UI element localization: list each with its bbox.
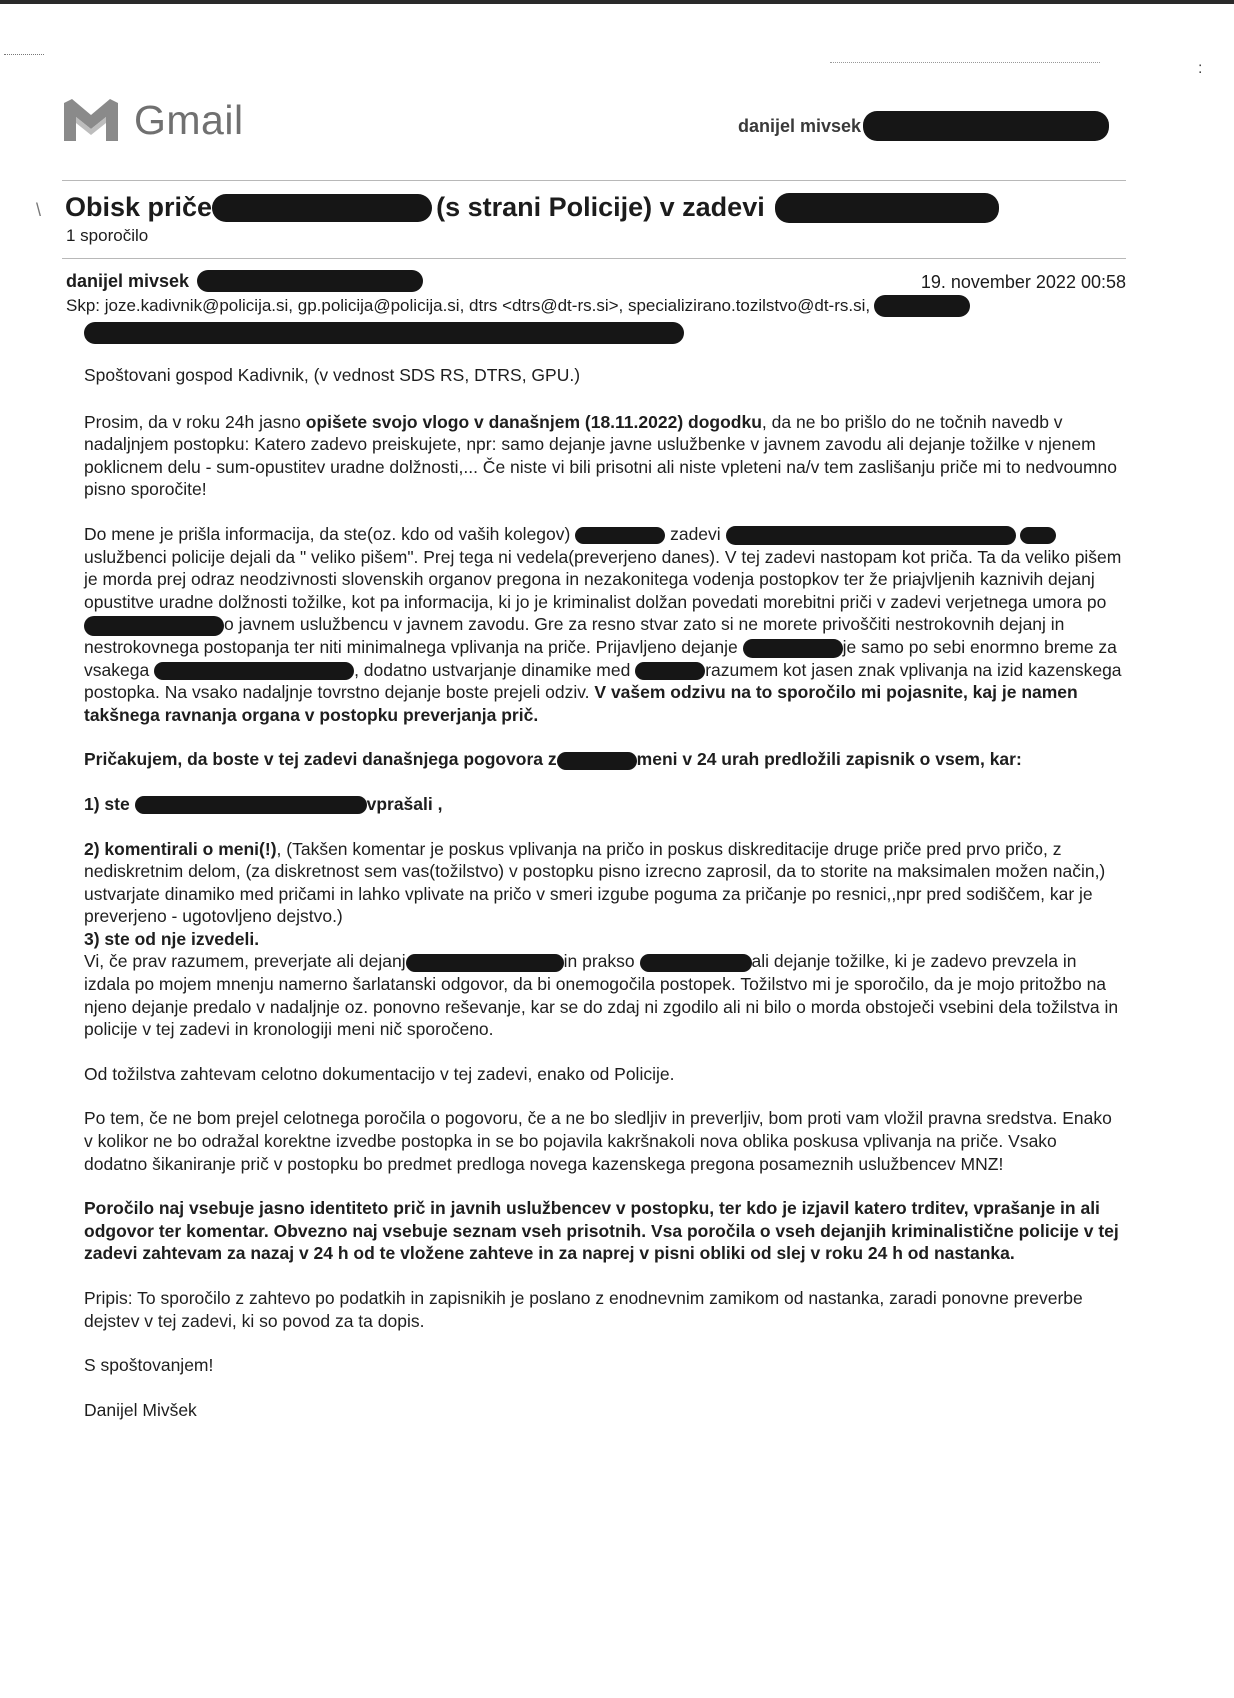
sender bbox=[66, 270, 423, 292]
email-body bbox=[84, 364, 1124, 1443]
bold-text: 1) ste bbox=[84, 793, 130, 814]
scan-artifact bbox=[4, 44, 44, 55]
bold-text: vprašali , bbox=[366, 793, 443, 814]
paragraph: Poročilo naj vsebuje jasno identiteto prič in javnih uslužbencev v postopku, ter kdo je izjavil katero trditev, vprašanje in ali odgovor ter komentar. Obvezno naj vsebuje seznam vseh prisotnih. Vsa poročila o vseh dejanjih kriminalistične policije v tej zadevi zahtevam za nazaj v 24 h od te vložene zahteve in za naprej v pisni obliki od slej v roku 24 h od nastanka. bbox=[84, 1198, 1119, 1264]
redaction bbox=[874, 295, 970, 317]
email-subject bbox=[65, 192, 999, 223]
text: zadevi bbox=[670, 523, 721, 544]
salutation: Spoštovani gospod Kadivnik, (v vednost SDS RS, DTRS, GPU.) bbox=[84, 365, 581, 385]
redaction bbox=[640, 954, 752, 972]
paragraph bbox=[84, 748, 1124, 771]
redaction bbox=[135, 796, 367, 814]
bold-text: Pričakujem, da boste v tej zadevi današnjega pogovora z bbox=[84, 749, 557, 770]
text: Prosim, da v roku 24h jasno bbox=[84, 411, 306, 432]
list-item bbox=[84, 838, 1124, 928]
scan-artifact: : bbox=[1198, 60, 1203, 77]
recipients-line bbox=[66, 295, 970, 317]
list-item bbox=[84, 793, 1124, 816]
text: Do mene je prišla informacija, da ste(oz. kdo od vaših kolegov) bbox=[84, 523, 571, 544]
account-name: danijel mivsek bbox=[738, 115, 862, 136]
message-date: 19. november 2022 00:58 bbox=[920, 272, 1126, 292]
scan-artifact bbox=[830, 62, 1100, 63]
gmail-m-icon bbox=[62, 97, 120, 143]
redaction bbox=[743, 639, 843, 658]
text: o javnem uslužbencu v javnem zavodu. Gre za resno stvar zato si ne morete privoščiti nestrokovnih dejanj in nestrokovnega postopanja ter niti minimalnega vplivanja na priče. Prijavljeno dejanje bbox=[84, 614, 1065, 657]
message-count: 1 sporočilo bbox=[66, 226, 149, 245]
sender-name: danijel mivsek bbox=[66, 270, 190, 291]
redaction bbox=[1020, 527, 1056, 544]
gmail-wordmark: Gmail bbox=[134, 96, 244, 143]
paragraph: Pripis: To sporočilo z zahtevo po podatkih in zapisnikih je poslano z enodnevnim zamikom od nastanka, zaradi ponovne preverbe dejstev v tej zadevi, ki so povod za ta dopis. bbox=[84, 1288, 1083, 1331]
redaction bbox=[212, 194, 432, 222]
paragraph bbox=[84, 950, 1124, 1040]
account-info bbox=[738, 112, 1109, 140]
redaction bbox=[154, 662, 354, 680]
recipients-line bbox=[84, 322, 684, 344]
redaction bbox=[197, 270, 423, 292]
list-item: 3) ste od nje izvedeli. bbox=[84, 928, 260, 949]
text: uslužbenci policije dejali da " veliko pišem". Prej tega ni vedela(preverjeno danes). V tej zadevi nastopam kot priča. Ta da veliko pišem je morda prej odraz neodzivnosti slovenskih organov pregona in nezakonitega vodenja postopkov ter že priajvljenih kaznivih dejanj opustitve uradne dolžnosti tožilke, kot pa informacija, ki jo je kriminalist dolžan povedati morebitni priči v zadevi verjetnega umora po bbox=[84, 546, 1122, 612]
signature: Danijel Mivšek bbox=[84, 1399, 197, 1420]
text: in prakso bbox=[563, 951, 635, 972]
text: razumem kot jasen znak vplivanja na izid kazenskega postopka. Na vsako nadaljnje tovrstno dejanje boste prejeli odziv. bbox=[84, 659, 1122, 703]
recipients-text: Skp: joze.kadivnik@policija.si, gp.policija@policija.si, dtrs <dtrs@dt-rs.si>, specializirano.tozilstvo@dt-rs.si, bbox=[66, 296, 871, 315]
text: Vi, če prav razumem, preverjate ali dejanj bbox=[84, 951, 406, 972]
paragraph: Od tožilstva zahtevam celotno dokumentacijo v tej zadevi, enako od Policije. bbox=[84, 1063, 675, 1084]
redaction bbox=[84, 616, 224, 636]
text: , da ne bo prišlo do ne točnih navedb v nadaljnjem postopku: Katero zadevo preiskujete, npr: samo dejanje javne uslužbenke v javnem zavodu ali dejanje tožilke v njenem poklicnem delu - sum-opustitev uradne dolžnosti,... Če niste vi bili prisotni ali niste vpleteni na/v tem zaslišanju priče mi to nedvoumno pisno sporočite! bbox=[84, 411, 1117, 500]
subject-text: (s strani Policije) v zadevi bbox=[436, 192, 765, 222]
redaction bbox=[863, 111, 1109, 141]
divider bbox=[62, 180, 1126, 181]
paragraph bbox=[84, 411, 1124, 501]
bold-text: meni v 24 urah predložili zapisnik o vsem, kar: bbox=[636, 749, 1022, 770]
bold-text: opišete svojo vlogo v današnjem (18.11.2022) dogodku bbox=[305, 411, 762, 432]
redaction bbox=[406, 954, 564, 972]
text: , dodatno ustvarjanje dinamike med bbox=[354, 659, 631, 680]
bold-text: 2) komentirali o meni(!) bbox=[84, 838, 277, 859]
divider bbox=[62, 258, 1126, 259]
subject-text: Obisk priče bbox=[65, 192, 213, 222]
redaction bbox=[635, 662, 705, 680]
text: , (Takšen komentar je poskus vplivanja na pričo in poskus diskreditacije druge priče pred prvo pričo, z nediskretnim delom, (za diskretnost sem vas(tožilstvo) v postopku pisno izrecno zaprosil, da to storite na maksimalen možen način,) ustvarjate dinamiko med pričami in lahko vplivate na pričo v smeri izgube poguma za pričanje po resnici,,npr pred sodiščem, kar je preverjeno - ugotovljeno dejstvo.) bbox=[84, 838, 1106, 927]
redaction bbox=[726, 526, 1016, 545]
bold-text: V vašem odzivu na to sporočilo mi pojasnite, kaj je namen takšnega ravnanja organa v postopku preverjanja prič. bbox=[84, 682, 1078, 725]
paragraph: Po tem, če ne bom prejel celotnega poročila o pogovoru, če a ne bo sledljiv in preverljiv, bom proti vam vložil pravna sredstva. Enako v kolikor ne bo odražal korektne izvedbe postopka in se bo pojavila kakršnakoli nova oblika poskusa vplivanja na priče. Vsako dodatno šikaniranje prič v postopku bo predmet predloga novega kazenskega pregona posameznih uslužbencev MNZ! bbox=[84, 1108, 1112, 1174]
paragraph bbox=[84, 523, 1124, 726]
closing: S spoštovanjem! bbox=[84, 1355, 214, 1376]
redaction bbox=[575, 527, 665, 544]
redaction bbox=[84, 322, 684, 344]
redaction bbox=[775, 193, 999, 223]
gmail-logo bbox=[62, 97, 244, 143]
text: ali dejanje tožilke, ki je zadevo prevzela in izdala po mojem mnenju namerno šarlatanski odgovor, da bi onemogočila postopek. Tožilstvo mi je sporočilo, da je mojo pritožbo na njeno dejanje predalo v nadaljnje oz. ponovno reševanje, kar se do zdaj ni zgodilo ali ni bilo o morda obstoječi vsebini dela tožilstva in policije v tej zadevi in kronologiji meni nič sporočeno. bbox=[84, 951, 1119, 1040]
scan-top-edge bbox=[0, 0, 1234, 4]
scan-artifact: \ bbox=[36, 200, 42, 220]
text: je samo po sebi enormno breme za vsakega bbox=[84, 636, 1117, 680]
redaction bbox=[557, 752, 637, 770]
